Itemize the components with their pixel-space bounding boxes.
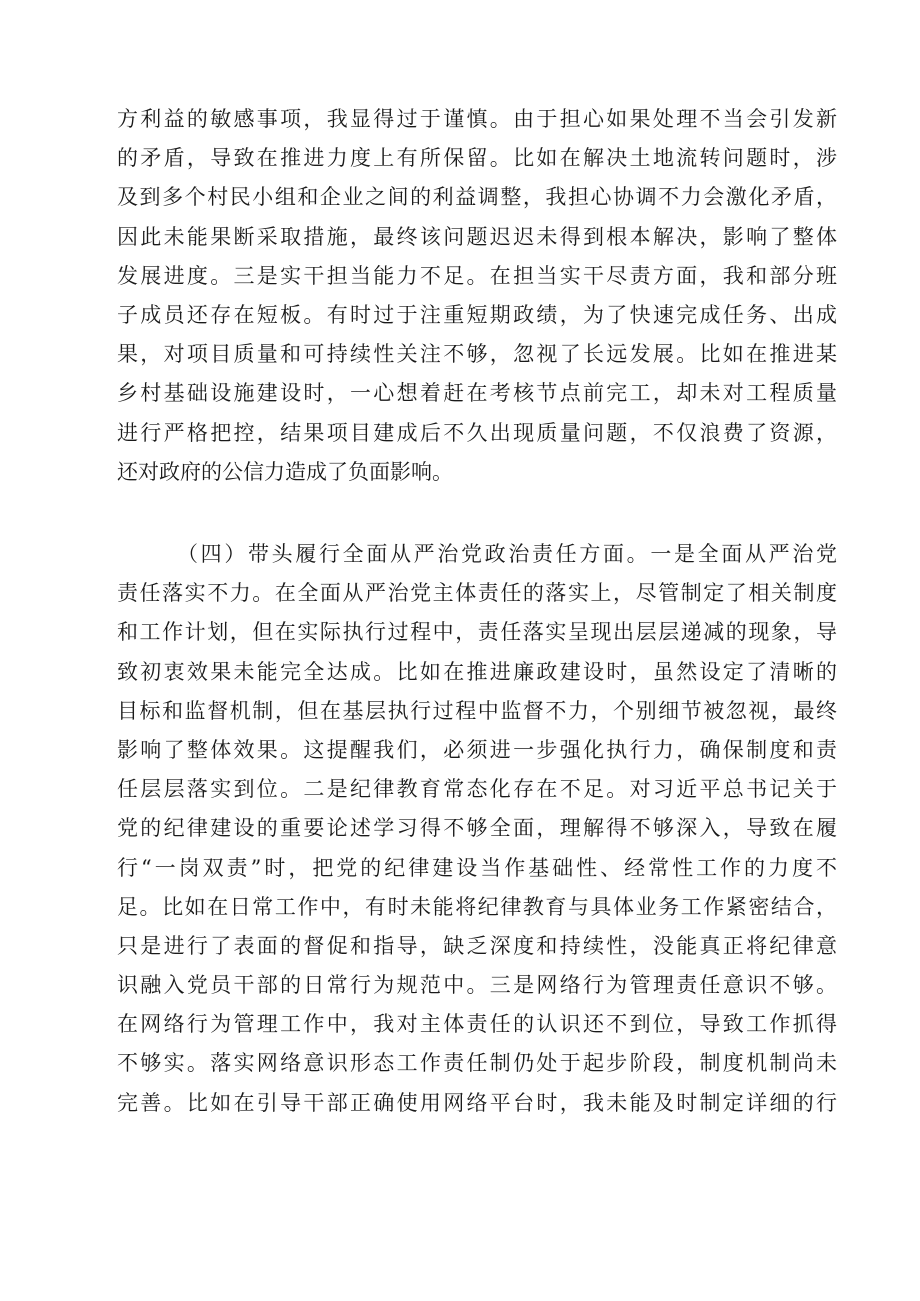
text-line: 行“一岗双责”时，把党的纪律建设当作基础性、经常性工作的力度不 bbox=[117, 855, 837, 880]
text-line: 只是进行了表面的督促和指导，缺乏深度和持续性，没能真正将纪律意 bbox=[117, 933, 837, 958]
text-line: 还对政府的公信力造成了负面影响。 bbox=[117, 459, 453, 484]
text-line: 不够实。落实网络意识形态工作责任制仍处于起步阶段，制度机制尚未 bbox=[117, 1051, 837, 1076]
paragraph-section-four bbox=[117, 535, 837, 1123]
text-line: 识融入党员干部的日常行为规范中。三是网络行为管理责任意识不够。 bbox=[117, 973, 837, 998]
text-line: 责任落实不力。在全面从严治党主体责任的落实上，尽管制定了相关制度 bbox=[117, 581, 837, 606]
text-line: 目标和监督机制，但在基层执行过程中监督不力，个别细节被忽视，最终 bbox=[117, 698, 837, 723]
text-line: 和工作计划，但在实际执行过程中，责任落实呈现出层层递减的现象，导 bbox=[117, 620, 837, 645]
text-line: 方利益的敏感事项，我显得过于谨慎。由于担心如果处理不当会引发新 bbox=[117, 107, 837, 131]
text-line: 果，对项目质量和可持续性关注不够，忽视了长远发展。比如在推进某 bbox=[117, 342, 837, 367]
text-line: 的矛盾，导致在推进力度上有所保留。比如在解决土地流转问题时，涉 bbox=[117, 146, 837, 171]
text-line: 足。比如在日常工作中，有时未能将纪律教育与具体业务工作紧密结合， bbox=[117, 894, 837, 919]
text-line: 发展进度。三是实干担当能力不足。在担当实干尽责方面，我和部分班 bbox=[117, 263, 837, 288]
section-heading-line: （四）带头履行全面从严治党政治责任方面。一是全面从严治党 bbox=[177, 542, 837, 566]
text-line: 党的纪律建设的重要论述学习得不够全面，理解得不够深入，导致在履 bbox=[117, 816, 837, 841]
text-line: 致初衷效果未能完全达成。比如在推进廉政建设时，虽然设定了清晰的 bbox=[117, 659, 837, 684]
text-line: 因此未能果断采取措施，最终该问题迟迟未得到根本解决，影响了整体 bbox=[117, 224, 837, 249]
text-line: 乡村基础设施建设时，一心想着赶在考核节点前完工，却未对工程质量 bbox=[117, 381, 837, 406]
paragraph-continued bbox=[117, 100, 837, 492]
text-line: 及到多个村民小组和企业之间的利益调整，我担心协调不力会激化矛盾， bbox=[117, 185, 837, 210]
text-line: 在网络行为管理工作中，我对主体责任的认识还不到位，导致工作抓得 bbox=[117, 1012, 837, 1037]
text-line: 任层层落实到位。二是纪律教育常态化存在不足。对习近平总书记关于 bbox=[117, 777, 837, 802]
text-line: 进行严格把控，结果项目建成后不久出现质量问题，不仅浪费了资源， bbox=[117, 420, 837, 445]
text-line: 影响了整体效果。这提醒我们，必须进一步强化执行力，确保制度和责 bbox=[117, 737, 837, 762]
text-line: 子成员还存在短板。有时过于注重短期政绩，为了快速完成任务、出成 bbox=[117, 302, 837, 327]
text-line: 完善。比如在引导干部正确使用网络平台时，我未能及时制定详细的行 bbox=[117, 1090, 837, 1115]
